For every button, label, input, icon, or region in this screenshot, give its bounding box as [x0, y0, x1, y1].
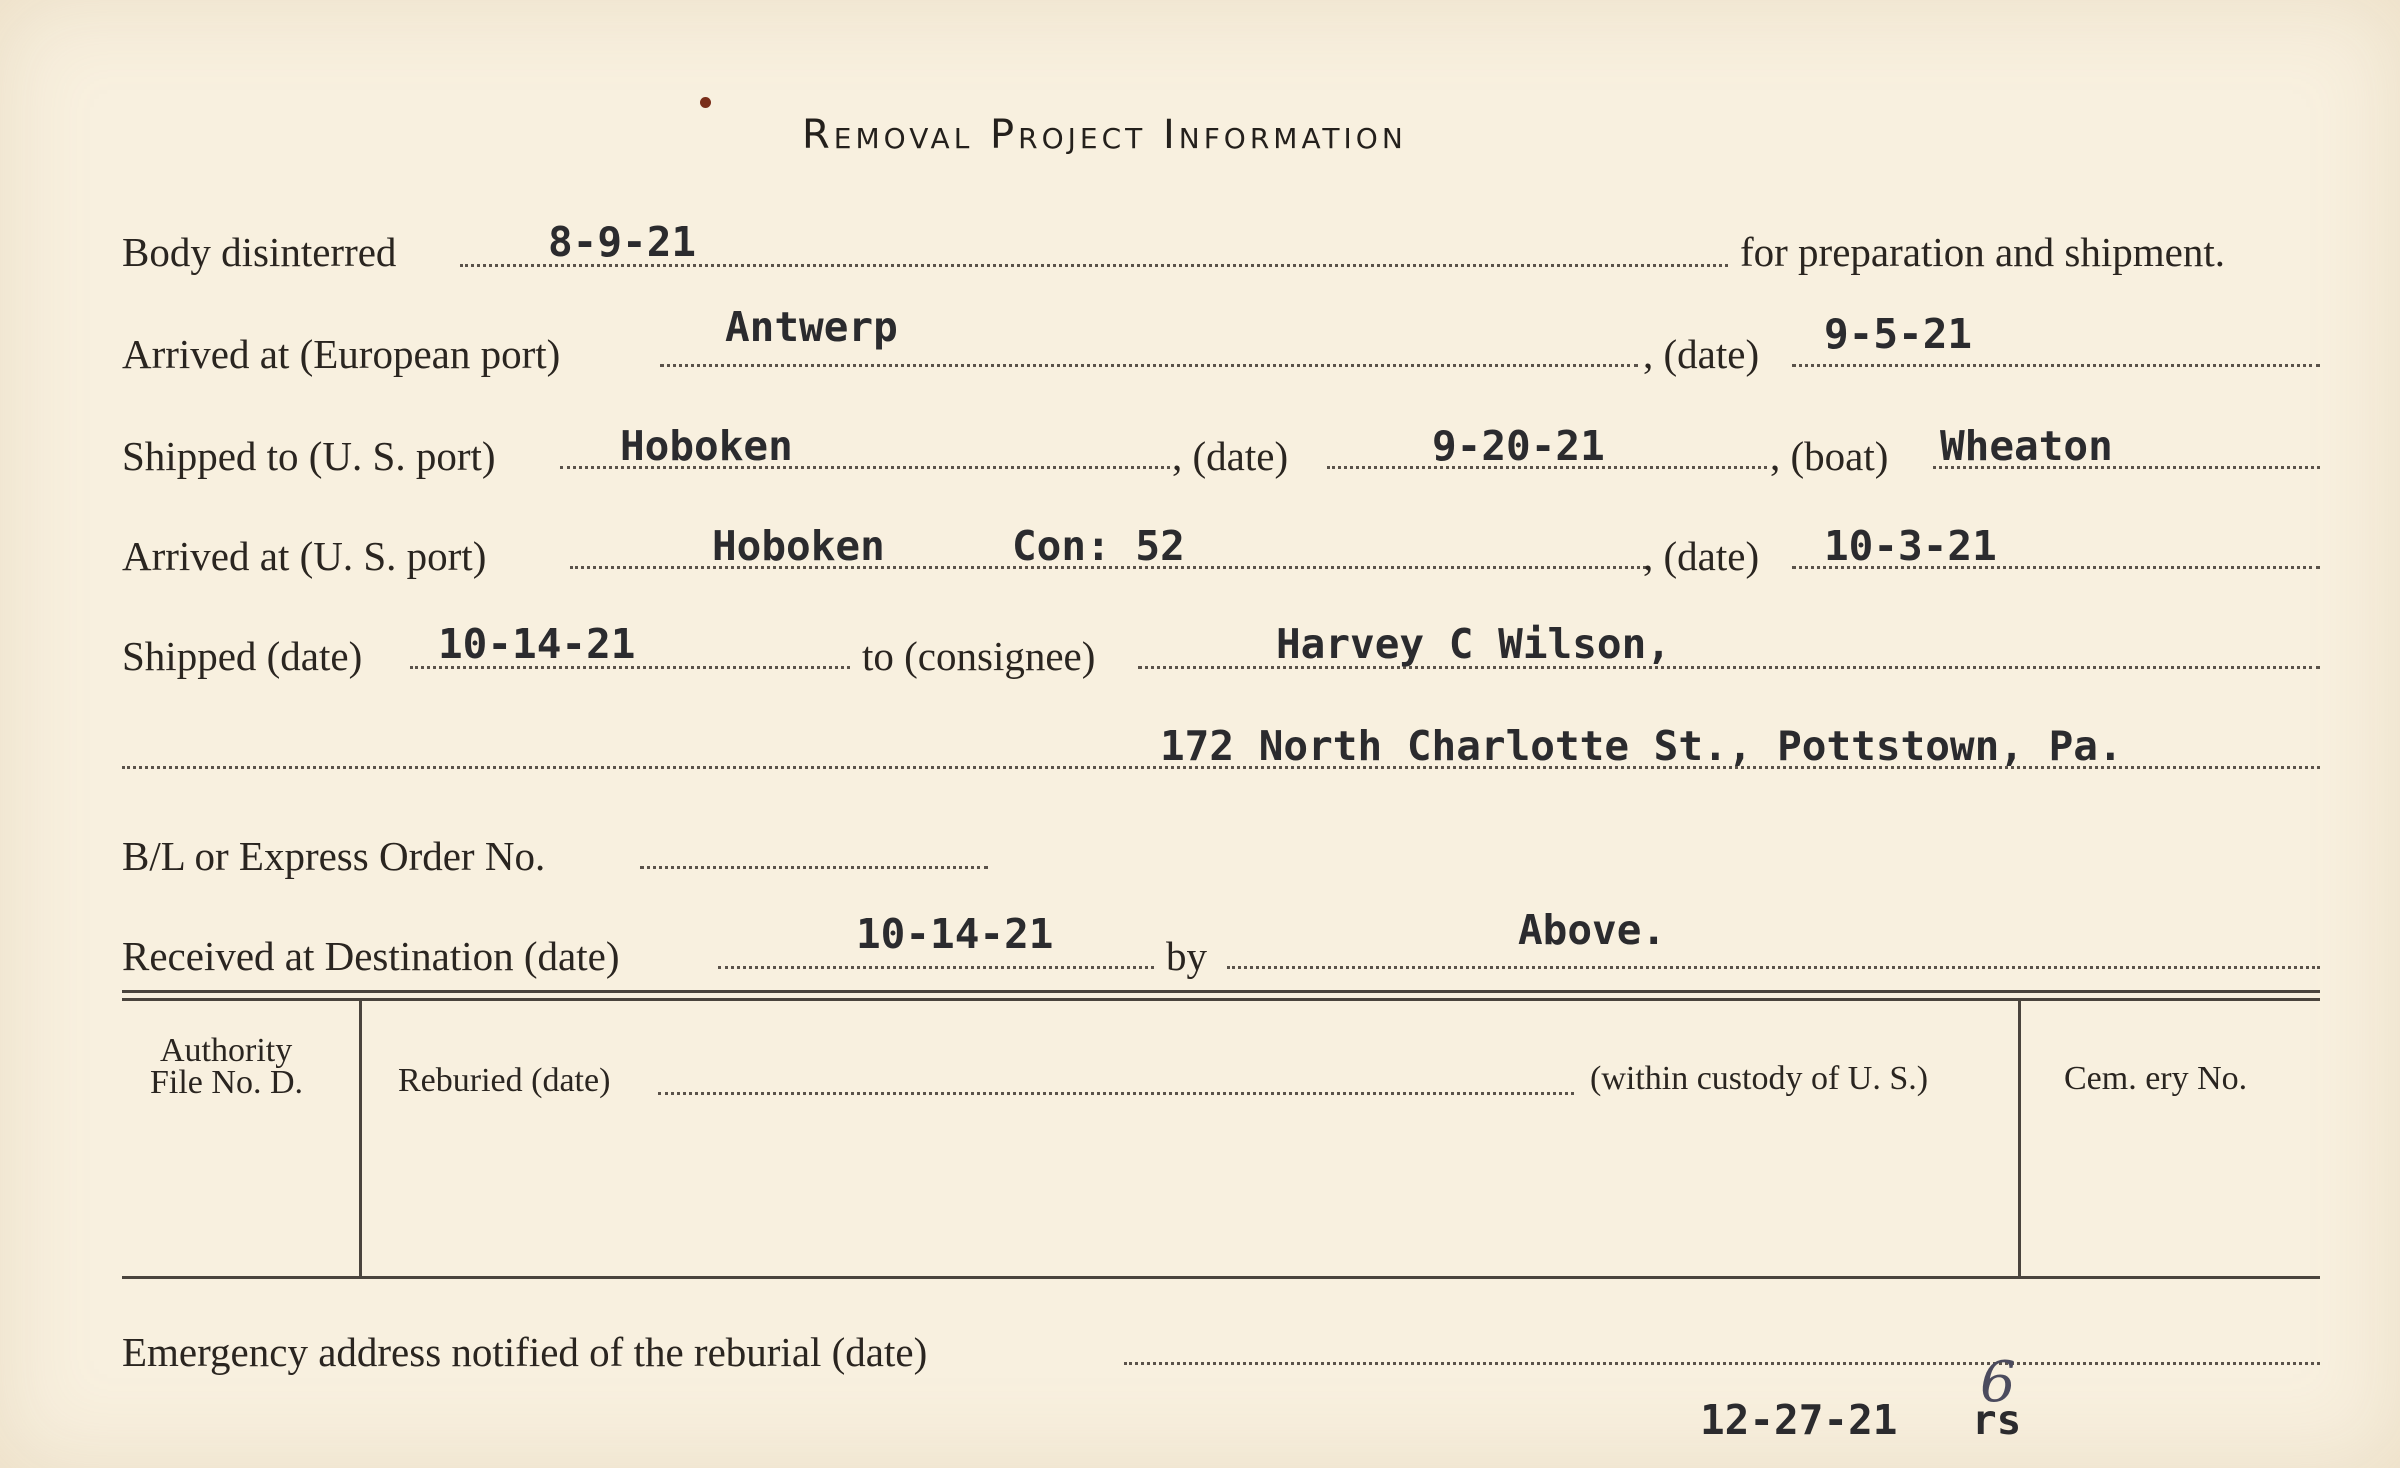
to-consignee-label: to (consignee) [862, 633, 1096, 679]
ink-speck [700, 97, 711, 108]
bl-order-line [640, 866, 988, 869]
european-port-date-value: 9-5-21 [1824, 310, 1973, 358]
received-date-line [718, 966, 1154, 969]
box-bottom-rule [122, 1276, 2320, 1279]
reburied-label: Reburied (date) [398, 1062, 611, 1099]
body-disinterred-label: Body disinterred [122, 229, 397, 275]
received-by-line [1227, 966, 2320, 969]
consignee-address-value: 172 North Charlotte St., Pottstown, Pa. [1160, 722, 2123, 770]
received-by-value: Above. [1518, 906, 1667, 954]
shipped-date-label: Shipped (date) [122, 633, 363, 679]
boat-value: Wheaton [1940, 422, 2113, 470]
received-destination-label: Received at Destination (date) [122, 933, 620, 979]
european-date-line [1792, 364, 2320, 367]
container-number-value: Con: 52 [1012, 522, 1185, 570]
shipped-date-label-b: , (date) [1172, 433, 1289, 479]
european-date-label: , (date) [1643, 331, 1760, 377]
card-title: Removal Project Information [802, 112, 1407, 158]
disinterred-date-value: 8-9-21 [548, 218, 697, 266]
emergency-line [1124, 1362, 2320, 1365]
european-port-value: Antwerp [725, 303, 898, 351]
by-label: by [1166, 933, 1207, 979]
consignee-name-value: Harvey C Wilson, [1276, 620, 1671, 668]
emergency-date-value: 12-27-21 [1700, 1396, 1898, 1444]
emergency-label: Emergency address notified of the reburial (date) [122, 1329, 928, 1375]
arrived-us-label: Arrived at (U. S. port) [122, 533, 487, 579]
authority-label-line2: File No. D. [150, 1064, 303, 1101]
us-port-arrived-value: Hoboken [712, 522, 885, 570]
within-custody-label: (within custody of U. S.) [1590, 1060, 1929, 1097]
arrived-european-label: Arrived at (European port) [122, 331, 561, 377]
bl-order-label: B/L or Express Order No. [122, 833, 546, 879]
for-preparation-label: for preparation and shipment. [1740, 229, 2226, 275]
reburied-line [658, 1092, 1574, 1095]
received-date-value: 10-14-21 [856, 910, 1054, 958]
emergency-initials-value: rs [1972, 1396, 2022, 1444]
european-port-line [660, 364, 1638, 367]
authority-label-line1: Authority [160, 1032, 293, 1069]
boat-label: , (boat) [1770, 433, 1889, 479]
box-right-divider [2018, 1001, 2021, 1276]
box-top-rule-1 [122, 990, 2320, 993]
shipped-to-us-label: Shipped to (U. S. port) [122, 433, 496, 479]
box-top-rule-2 [122, 998, 2320, 1001]
us-port-shipped-date-value: 9-20-21 [1432, 422, 1605, 470]
cemetery-number-label: Cem. ery No. [2064, 1060, 2248, 1097]
arrived-date-label-c: , (date) [1643, 533, 1760, 579]
handwritten-check-mark: 6 [1980, 1350, 2016, 1415]
box-left-divider [359, 1001, 362, 1276]
us-port-shipped-value: Hoboken [620, 422, 793, 470]
us-port-arrived-date-value: 10-3-21 [1824, 522, 1997, 570]
shipped-date-value: 10-14-21 [438, 620, 636, 668]
